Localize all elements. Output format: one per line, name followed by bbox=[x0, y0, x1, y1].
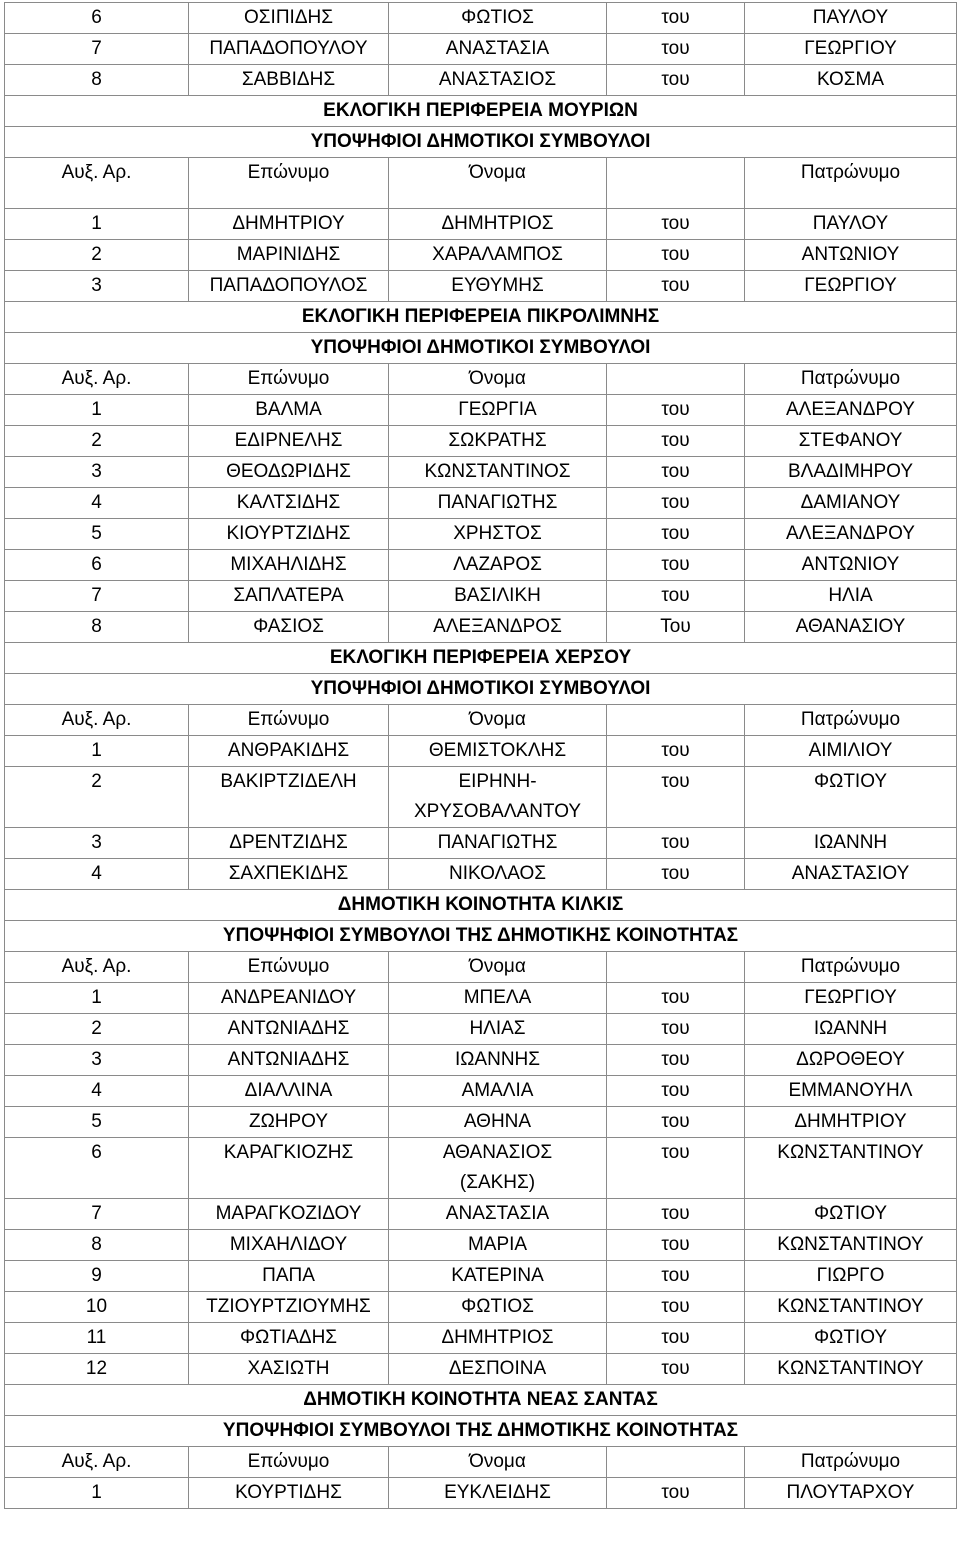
table-row bbox=[5, 395, 957, 426]
row-patronymic: ΑΘΑΝΑΣΙΟΥ bbox=[745, 612, 957, 643]
row-number: 7 bbox=[5, 581, 189, 612]
row-name-line1: ΗΛΙΑΣ bbox=[469, 1018, 526, 1039]
row-name bbox=[389, 550, 607, 581]
row-name bbox=[389, 1045, 607, 1076]
row-of-word: του bbox=[607, 767, 745, 828]
row-surname: ΣΑΠΛΑΤΕΡΑ bbox=[189, 581, 389, 612]
row-patronymic: ΔΑΜΙΑΝΟΥ bbox=[745, 488, 957, 519]
row-number: 6 bbox=[5, 1138, 189, 1199]
table-row bbox=[5, 1478, 957, 1509]
row-of-word: του bbox=[607, 1014, 745, 1045]
row-surname: ΖΩΗΡΟΥ bbox=[189, 1107, 389, 1138]
header-surname: Επώνυμο bbox=[189, 364, 389, 395]
row-number: 6 bbox=[5, 550, 189, 581]
row-patronymic: ΑΝΤΩΝΙΟΥ bbox=[745, 240, 957, 271]
row-number: 5 bbox=[5, 1107, 189, 1138]
row-name bbox=[389, 612, 607, 643]
row-name-line1: ΣΩΚΡΑΤΗΣ bbox=[448, 430, 547, 451]
row-surname: ΑΝΘΡΑΚΙΔΗΣ bbox=[189, 736, 389, 767]
row-name bbox=[389, 859, 607, 890]
row-number: 6 bbox=[5, 3, 189, 34]
row-patronymic: ΙΩΑΝΝΗ bbox=[745, 828, 957, 859]
row-surname: ΠΑΠΑΔΟΠΟΥΛΟΥ bbox=[189, 34, 389, 65]
row-patronymic: ΠΛΟΥΤΑΡΧΟΥ bbox=[745, 1478, 957, 1509]
section-subtitle bbox=[5, 333, 957, 364]
section-subtitle-text: ΥΠΟΨΗΦΙΟΙ ΣΥΜΒΟΥΛΟΙ ΤΗΣ ΔΗΜΟΤΙΚΗΣ ΚΟΙΝΟΤΗΤΑΣ bbox=[5, 921, 957, 952]
row-of-word: του bbox=[607, 1323, 745, 1354]
row-of-word: του bbox=[607, 519, 745, 550]
section-title bbox=[5, 96, 957, 127]
table-row bbox=[5, 612, 957, 643]
row-patronymic: ΚΩΝΣΤΑΝΤΙΝΟΥ bbox=[745, 1230, 957, 1261]
row-number: 2 bbox=[5, 240, 189, 271]
row-of-word: του bbox=[607, 736, 745, 767]
row-name bbox=[389, 1199, 607, 1230]
section-title bbox=[5, 302, 957, 333]
row-name bbox=[389, 457, 607, 488]
header-patronymic: Πατρώνυμο bbox=[745, 364, 957, 395]
header-empty bbox=[607, 1447, 745, 1478]
table-row bbox=[5, 488, 957, 519]
section-subtitle bbox=[5, 674, 957, 705]
table-row bbox=[5, 1323, 957, 1354]
row-number: 10 bbox=[5, 1292, 189, 1323]
row-number: 8 bbox=[5, 612, 189, 643]
row-patronymic: ΚΩΝΣΤΑΝΤΙΝΟΥ bbox=[745, 1354, 957, 1385]
row-name bbox=[389, 271, 607, 302]
table-row bbox=[5, 767, 957, 828]
header-surname: Επώνυμο bbox=[189, 952, 389, 983]
row-surname: ΦΩΤΙΑΔΗΣ bbox=[189, 1323, 389, 1354]
row-name bbox=[389, 488, 607, 519]
row-of-word: του bbox=[607, 240, 745, 271]
row-of-word: του bbox=[607, 34, 745, 65]
row-patronymic: ΚΟΣΜΑ bbox=[745, 65, 957, 96]
row-name bbox=[389, 1014, 607, 1045]
header-patronymic: Πατρώνυμο bbox=[745, 705, 957, 736]
row-surname: ΒΑΚΙΡΤΖΙΔΕΛΗ bbox=[189, 767, 389, 828]
header-empty bbox=[607, 952, 745, 983]
row-name-line1: ΚΩΝΣΤΑΝΤΙΝΟΣ bbox=[424, 461, 571, 482]
row-surname: ΔΙΑΛΛΙΝΑ bbox=[189, 1076, 389, 1107]
row-surname: ΚΑΛΤΣΙΔΗΣ bbox=[189, 488, 389, 519]
row-surname: ΕΔΙΡΝΕΛΗΣ bbox=[189, 426, 389, 457]
section-title bbox=[5, 890, 957, 921]
row-surname: ΜΑΡΙΝΙΔΗΣ bbox=[189, 240, 389, 271]
row-patronymic: ΠΑΥΛΟΥ bbox=[745, 209, 957, 240]
row-patronymic: ΦΩΤΙΟΥ bbox=[745, 1199, 957, 1230]
row-number: 9 bbox=[5, 1261, 189, 1292]
row-name-line1: ΑΛΕΞΑΝΔΡΟΣ bbox=[433, 616, 562, 637]
row-surname: ΜΙΧΑΗΛΙΔΗΣ bbox=[189, 550, 389, 581]
header-name: Όνομα bbox=[389, 705, 607, 736]
header-patronymic: Πατρώνυμο bbox=[745, 1447, 957, 1478]
row-number: 1 bbox=[5, 209, 189, 240]
row-name bbox=[389, 1261, 607, 1292]
row-patronymic: ΚΩΝΣΤΑΝΤΙΝΟΥ bbox=[745, 1292, 957, 1323]
row-name-line1: ΕΥΚΛΕΙΔΗΣ bbox=[444, 1482, 551, 1503]
header-empty bbox=[607, 364, 745, 395]
row-of-word: του bbox=[607, 1138, 745, 1199]
header-number: Αυξ. Αρ. bbox=[5, 364, 189, 395]
table-row bbox=[5, 1292, 957, 1323]
row-of-word: του bbox=[607, 395, 745, 426]
row-surname: ΚΑΡΑΓΚΙΟΖΗΣ bbox=[189, 1138, 389, 1199]
row-of-word: του bbox=[607, 488, 745, 519]
row-name bbox=[389, 1138, 607, 1199]
row-of-word: του bbox=[607, 1261, 745, 1292]
row-of-word: του bbox=[607, 983, 745, 1014]
header-name: Όνομα bbox=[389, 952, 607, 983]
section-title bbox=[5, 643, 957, 674]
table-row bbox=[5, 1354, 957, 1385]
row-number: 3 bbox=[5, 828, 189, 859]
header-number: Αυξ. Αρ. bbox=[5, 158, 189, 209]
row-number: 7 bbox=[5, 34, 189, 65]
header-surname: Επώνυμο bbox=[189, 158, 389, 209]
row-name bbox=[389, 1323, 607, 1354]
row-surname: ΑΝΤΩΝΙΑΔΗΣ bbox=[189, 1014, 389, 1045]
row-name bbox=[389, 1478, 607, 1509]
header-patronymic: Πατρώνυμο bbox=[745, 158, 957, 209]
row-patronymic: ΑΝΑΣΤΑΣΙΟΥ bbox=[745, 859, 957, 890]
row-surname: ΜΙΧΑΗΛΙΔΟΥ bbox=[189, 1230, 389, 1261]
row-number: 1 bbox=[5, 395, 189, 426]
row-patronymic: ΔΗΜΗΤΡΙΟΥ bbox=[745, 1107, 957, 1138]
row-name-line1: ΑΘΗΝΑ bbox=[463, 1111, 532, 1132]
row-of-word: του bbox=[607, 426, 745, 457]
table-row bbox=[5, 271, 957, 302]
row-name-line1: ΠΑΝΑΓΙΩΤΗΣ bbox=[437, 832, 558, 853]
row-name-line1: ΑΜΑΛΙΑ bbox=[461, 1080, 534, 1101]
row-name-line1: ΑΝΑΣΤΑΣΙΑ bbox=[445, 1203, 550, 1224]
row-surname: ΠΑΠΑ bbox=[189, 1261, 389, 1292]
row-patronymic: ΓΕΩΡΓΙΟΥ bbox=[745, 983, 957, 1014]
table-row bbox=[5, 209, 957, 240]
row-number: 2 bbox=[5, 1014, 189, 1045]
header-number: Αυξ. Αρ. bbox=[5, 952, 189, 983]
row-surname: ΤΖΙΟΥΡΤΖΙΟΥΜΗΣ bbox=[189, 1292, 389, 1323]
header-row bbox=[5, 1447, 957, 1478]
row-of-word: του bbox=[607, 1107, 745, 1138]
row-name-line1: ΧΡΗΣΤΟΣ bbox=[453, 523, 542, 544]
row-name-line1: ΦΩΤΙΟΣ bbox=[461, 7, 534, 28]
row-patronymic: ΙΩΑΝΝΗ bbox=[745, 1014, 957, 1045]
row-patronymic: ΚΩΝΣΤΑΝΤΙΝΟΥ bbox=[745, 1138, 957, 1199]
header-name: Όνομα bbox=[389, 364, 607, 395]
row-name bbox=[389, 395, 607, 426]
row-of-word: του bbox=[607, 581, 745, 612]
row-of-word: του bbox=[607, 550, 745, 581]
row-name bbox=[389, 1292, 607, 1323]
row-name-line1: ΛΑΖΑΡΟΣ bbox=[453, 554, 542, 575]
row-of-word: του bbox=[607, 65, 745, 96]
header-row bbox=[5, 158, 957, 209]
table-row bbox=[5, 65, 957, 96]
row-name-line1: ΔΕΣΠΟΙΝΑ bbox=[448, 1358, 547, 1379]
row-number: 3 bbox=[5, 457, 189, 488]
row-name bbox=[389, 34, 607, 65]
header-empty bbox=[607, 158, 745, 209]
row-surname: ΔΗΜΗΤΡΙΟΥ bbox=[189, 209, 389, 240]
table-row bbox=[5, 550, 957, 581]
header-row bbox=[5, 364, 957, 395]
row-name-line1: ΙΩΑΝΝΗΣ bbox=[454, 1049, 541, 1070]
section-subtitle-text: ΥΠΟΨΗΦΙΟΙ ΔΗΜΟΤΙΚΟΙ ΣΥΜΒΟΥΛΟΙ bbox=[5, 674, 957, 705]
row-name bbox=[389, 828, 607, 859]
row-patronymic: ΓΙΩΡΓΟ bbox=[745, 1261, 957, 1292]
header-surname: Επώνυμο bbox=[189, 705, 389, 736]
section-title-text: ΕΚΛΟΓΙΚΗ ΠΕΡΙΦΕΡΕΙΑ ΧΕΡΣΟΥ bbox=[5, 643, 957, 674]
table-row bbox=[5, 1045, 957, 1076]
candidate-table-body bbox=[5, 3, 957, 1509]
row-name-line1: ΧΑΡΑΛΑΜΠΟΣ bbox=[432, 244, 563, 265]
section-title-text: ΕΚΛΟΓΙΚΗ ΠΕΡΙΦΕΡΕΙΑ ΠΙΚΡΟΛΙΜΝΗΣ bbox=[5, 302, 957, 333]
row-name bbox=[389, 581, 607, 612]
table-row bbox=[5, 859, 957, 890]
row-name-line1: ΕΥΘΥΜΗΣ bbox=[451, 275, 544, 296]
row-surname: ΠΑΠΑΔΟΠΟΥΛΟΣ bbox=[189, 271, 389, 302]
row-number: 1 bbox=[5, 1478, 189, 1509]
row-name-line1: ΚΑΤΕΡΙΝΑ bbox=[451, 1265, 544, 1286]
header-patronymic: Πατρώνυμο bbox=[745, 952, 957, 983]
row-name-line1: ΦΩΤΙΟΣ bbox=[461, 1296, 534, 1317]
candidate-document bbox=[4, 2, 956, 1509]
row-patronymic: ΣΤΕΦΑΝΟΥ bbox=[745, 426, 957, 457]
row-number: 11 bbox=[5, 1323, 189, 1354]
header-surname: Επώνυμο bbox=[189, 1447, 389, 1478]
row-name-line1: ΝΙΚΟΛΑΟΣ bbox=[448, 863, 546, 884]
row-name bbox=[389, 1107, 607, 1138]
row-patronymic: ΑΛΕΞΑΝΔΡΟΥ bbox=[745, 519, 957, 550]
row-number: 3 bbox=[5, 1045, 189, 1076]
section-title bbox=[5, 1385, 957, 1416]
row-of-word: του bbox=[607, 1045, 745, 1076]
header-row bbox=[5, 952, 957, 983]
row-of-word: του bbox=[607, 3, 745, 34]
row-patronymic: ΓΕΩΡΓΙΟΥ bbox=[745, 34, 957, 65]
row-name bbox=[389, 736, 607, 767]
row-of-word: του bbox=[607, 859, 745, 890]
row-surname: ΒΑΛΜΑ bbox=[189, 395, 389, 426]
row-name bbox=[389, 65, 607, 96]
table-row bbox=[5, 983, 957, 1014]
row-patronymic: ΑΙΜΙΛΙΟΥ bbox=[745, 736, 957, 767]
row-of-word: του bbox=[607, 271, 745, 302]
row-number: 1 bbox=[5, 983, 189, 1014]
row-patronymic: ΦΩΤΙΟΥ bbox=[745, 767, 957, 828]
row-number: 4 bbox=[5, 1076, 189, 1107]
row-name bbox=[389, 1354, 607, 1385]
row-name bbox=[389, 519, 607, 550]
row-surname: ΧΑΣΙΩΤΗ bbox=[189, 1354, 389, 1385]
table-row bbox=[5, 457, 957, 488]
table-row bbox=[5, 1076, 957, 1107]
row-name-line1: ΜΑΡΙΑ bbox=[467, 1234, 528, 1255]
section-subtitle-text: ΥΠΟΨΗΦΙΟΙ ΔΗΜΟΤΙΚΟΙ ΣΥΜΒΟΥΛΟΙ bbox=[5, 127, 957, 158]
section-subtitle-text: ΥΠΟΨΗΦΙΟΙ ΔΗΜΟΤΙΚΟΙ ΣΥΜΒΟΥΛΟΙ bbox=[5, 333, 957, 364]
section-subtitle bbox=[5, 1416, 957, 1447]
table-row bbox=[5, 828, 957, 859]
row-name-line2: ΧΡΥΣΟΒΑΛΑΝΤΟΥ bbox=[413, 801, 582, 822]
row-number: 5 bbox=[5, 519, 189, 550]
row-surname: ΦΑΣΙΟΣ bbox=[189, 612, 389, 643]
row-of-word: του bbox=[607, 1076, 745, 1107]
row-number: 1 bbox=[5, 736, 189, 767]
row-number: 2 bbox=[5, 767, 189, 828]
row-name-line1: ΓΕΩΡΓΙΑ bbox=[458, 399, 537, 420]
table-row bbox=[5, 3, 957, 34]
row-name-line1: ΜΠΕΛΑ bbox=[463, 987, 532, 1008]
row-number: 7 bbox=[5, 1199, 189, 1230]
table-row bbox=[5, 519, 957, 550]
table-row bbox=[5, 34, 957, 65]
table-row bbox=[5, 1014, 957, 1045]
row-number: 8 bbox=[5, 1230, 189, 1261]
table-row bbox=[5, 1107, 957, 1138]
row-patronymic: ΓΕΩΡΓΙΟΥ bbox=[745, 271, 957, 302]
row-of-word: του bbox=[607, 1354, 745, 1385]
row-number: 2 bbox=[5, 426, 189, 457]
row-surname: ΔΡΕΝΤΖΙΔΗΣ bbox=[189, 828, 389, 859]
header-number: Αυξ. Αρ. bbox=[5, 705, 189, 736]
row-of-word: του bbox=[607, 1199, 745, 1230]
row-name-line1: ΔΗΜΗΤΡΙΟΣ bbox=[441, 213, 554, 234]
row-patronymic: ΑΛΕΞΑΝΔΡΟΥ bbox=[745, 395, 957, 426]
row-number: 4 bbox=[5, 859, 189, 890]
row-of-word: του bbox=[607, 209, 745, 240]
row-of-word: του bbox=[607, 1292, 745, 1323]
row-name bbox=[389, 1076, 607, 1107]
table-row bbox=[5, 1261, 957, 1292]
row-name bbox=[389, 983, 607, 1014]
section-title-text: ΔΗΜΟΤΙΚΗ ΚΟΙΝΟΤΗΤΑ ΚΙΛΚΙΣ bbox=[5, 890, 957, 921]
row-patronymic: ΗΛΙΑ bbox=[745, 581, 957, 612]
table-row bbox=[5, 1138, 957, 1199]
row-surname: ΚΙΟΥΡΤΖΙΔΗΣ bbox=[189, 519, 389, 550]
row-patronymic: ΑΝΤΩΝΙΟΥ bbox=[745, 550, 957, 581]
row-of-word: του bbox=[607, 1478, 745, 1509]
row-name-line2: (ΣΑΚΗΣ) bbox=[459, 1172, 536, 1193]
row-name bbox=[389, 240, 607, 271]
section-title-text: ΕΚΛΟΓΙΚΗ ΠΕΡΙΦΕΡΕΙΑ ΜΟΥΡΙΩΝ bbox=[5, 96, 957, 127]
row-surname: ΣΑΧΠΕΚΙΔΗΣ bbox=[189, 859, 389, 890]
row-patronymic: ΦΩΤΙΟΥ bbox=[745, 1323, 957, 1354]
row-name bbox=[389, 426, 607, 457]
row-patronymic: ΕΜΜΑΝΟΥΗΛ bbox=[745, 1076, 957, 1107]
row-number: 3 bbox=[5, 271, 189, 302]
row-name-line1: ΕΙΡΗΝΗ- bbox=[458, 771, 537, 792]
row-surname: ΚΟΥΡΤΙΔΗΣ bbox=[189, 1478, 389, 1509]
row-name bbox=[389, 3, 607, 34]
row-of-word: του bbox=[607, 457, 745, 488]
row-name-line1: ΠΑΝΑΓΙΩΤΗΣ bbox=[437, 492, 558, 513]
header-number: Αυξ. Αρ. bbox=[5, 1447, 189, 1478]
row-name-line1: ΑΝΑΣΤΑΣΙΟΣ bbox=[438, 69, 557, 90]
row-patronymic: ΒΛΑΔΙΜΗΡΟΥ bbox=[745, 457, 957, 488]
row-surname: ΟΣΙΠΙΔΗΣ bbox=[189, 3, 389, 34]
section-subtitle-text: ΥΠΟΨΗΦΙΟΙ ΣΥΜΒΟΥΛΟΙ ΤΗΣ ΔΗΜΟΤΙΚΗΣ ΚΟΙΝΟΤΗΤΑΣ bbox=[5, 1416, 957, 1447]
header-name: Όνομα bbox=[389, 1447, 607, 1478]
row-name-line1: ΘΕΜΙΣΤΟΚΛΗΣ bbox=[428, 740, 567, 761]
section-subtitle bbox=[5, 127, 957, 158]
row-surname: ΑΝΤΩΝΙΑΔΗΣ bbox=[189, 1045, 389, 1076]
table-row bbox=[5, 581, 957, 612]
row-name bbox=[389, 209, 607, 240]
row-surname: ΑΝΔΡΕΑΝΙΔΟΥ bbox=[189, 983, 389, 1014]
table-row bbox=[5, 240, 957, 271]
row-name bbox=[389, 767, 607, 828]
candidate-table bbox=[4, 2, 957, 1509]
header-row bbox=[5, 705, 957, 736]
table-row bbox=[5, 1230, 957, 1261]
row-of-word: του bbox=[607, 828, 745, 859]
header-name: Όνομα bbox=[389, 158, 607, 209]
section-subtitle bbox=[5, 921, 957, 952]
row-name-line1: ΔΗΜΗΤΡΙΟΣ bbox=[441, 1327, 554, 1348]
row-patronymic: ΔΩΡΟΘΕΟΥ bbox=[745, 1045, 957, 1076]
section-title-text: ΔΗΜΟΤΙΚΗ ΚΟΙΝΟΤΗΤΑ ΝΕΑΣ ΣΑΝΤΑΣ bbox=[5, 1385, 957, 1416]
row-number: 8 bbox=[5, 65, 189, 96]
row-name-line1: ΑΘΑΝΑΣΙΟΣ bbox=[442, 1142, 553, 1163]
row-surname: ΘΕΟΔΩΡΙΔΗΣ bbox=[189, 457, 389, 488]
row-name-line1: ΑΝΑΣΤΑΣΙΑ bbox=[445, 38, 550, 59]
header-empty bbox=[607, 705, 745, 736]
row-number: 4 bbox=[5, 488, 189, 519]
row-surname: ΜΑΡΑΓΚΟΖΙΔΟΥ bbox=[189, 1199, 389, 1230]
row-patronymic: ΠΑΥΛΟΥ bbox=[745, 3, 957, 34]
row-of-word: Του bbox=[607, 612, 745, 643]
row-name bbox=[389, 1230, 607, 1261]
row-surname: ΣΑΒΒΙΔΗΣ bbox=[189, 65, 389, 96]
table-row bbox=[5, 1199, 957, 1230]
row-number: 12 bbox=[5, 1354, 189, 1385]
table-row bbox=[5, 426, 957, 457]
row-name-line1: ΒΑΣΙΛΙΚΗ bbox=[454, 585, 541, 606]
row-of-word: του bbox=[607, 1230, 745, 1261]
table-row bbox=[5, 736, 957, 767]
